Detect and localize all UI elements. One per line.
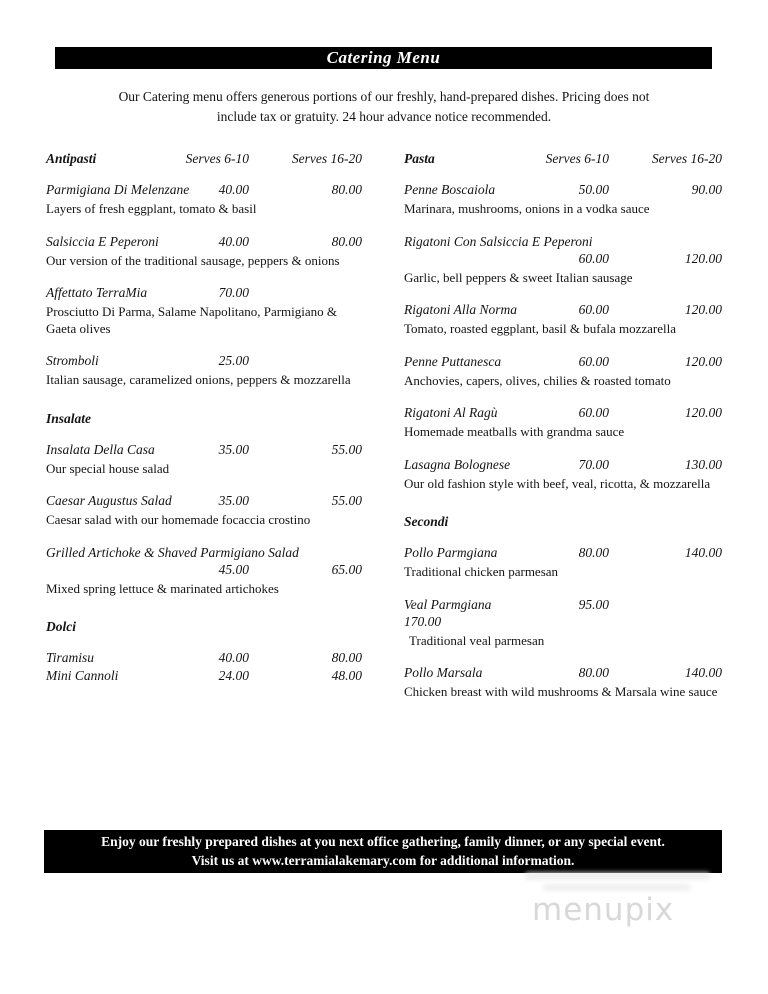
menu-item xyxy=(46,284,362,337)
item-description: Tomato, roasted eggplant, basil & bufala mozzarella xyxy=(404,321,676,336)
item-price-small: 40.00 xyxy=(218,182,249,197)
item-price-large: 170.00 xyxy=(404,613,442,629)
item-name: Rigatoni Al Ragù xyxy=(404,405,498,420)
item-price-small: 60.00 xyxy=(578,353,609,369)
item-name: Penne Boscaiola xyxy=(404,182,496,197)
item-price-small: 50.00 xyxy=(578,182,609,197)
intro-line-2: include tax or gratuity. 24 hour advance notice recommended. xyxy=(216,108,552,124)
section-header xyxy=(46,150,362,167)
item-description: Italian sausage, caramelized onions, peppers & mozzarella xyxy=(46,372,351,387)
item-line xyxy=(404,353,722,370)
item-price-small: 70.00 xyxy=(218,285,249,300)
item-line xyxy=(46,284,362,301)
item-line xyxy=(46,352,362,369)
item-name: Rigatoni Con Salsiccia E Peperoni xyxy=(404,233,593,249)
item-price-large: 80.00 xyxy=(331,233,362,249)
item-price-large: 140.00 xyxy=(684,545,722,560)
menu-item xyxy=(404,456,722,493)
section-header xyxy=(46,410,362,427)
item-price-small: 40.00 xyxy=(218,233,249,249)
item-description: Mixed spring lettuce & marinated artichokes xyxy=(46,580,279,596)
item-price-large: 120.00 xyxy=(684,405,722,420)
serves-small-label: Serves 6-10 xyxy=(545,151,609,166)
item-line xyxy=(46,667,362,684)
item-description: Prosciutto Di Parma, Salame Napolitano, Parmigiano & Gaeta olives xyxy=(46,304,338,336)
item-price-small: 45.00 xyxy=(218,561,249,577)
item-line xyxy=(46,492,362,509)
menu-item xyxy=(404,544,722,581)
item-name: Pollo Marsala xyxy=(404,665,483,680)
item-price-small: 24.00 xyxy=(218,668,249,683)
item-line xyxy=(46,441,362,458)
item-price-small: 60.00 xyxy=(578,302,609,317)
item-line xyxy=(404,544,722,561)
item-name: Mini Cannoli xyxy=(46,668,119,683)
section-header xyxy=(404,150,722,167)
item-price-small: 35.00 xyxy=(218,493,249,508)
item-description: Traditional chicken parmesan xyxy=(404,564,559,579)
blurred-watermark-text xyxy=(525,872,710,880)
menu-item xyxy=(404,181,722,218)
section-title: Insalate xyxy=(46,410,92,426)
section-secondi xyxy=(404,513,722,701)
item-name: Tiramisu xyxy=(46,650,95,665)
item-name: Salsiccia E Peperoni xyxy=(46,233,159,249)
menu-columns xyxy=(46,150,722,716)
item-price-large: 120.00 xyxy=(684,250,722,266)
item-name: Rigatoni Alla Norma xyxy=(404,302,518,317)
menu-item xyxy=(46,649,362,666)
item-description: Our version of the traditional sausage, peppers & onions xyxy=(46,252,340,268)
serves-small-label: Serves 6-10 xyxy=(185,151,249,166)
item-price-small: 70.00 xyxy=(578,456,609,472)
intro-line-1: Our Catering menu offers generous portions of our freshly, hand-prepared dishes. Pricing does not xyxy=(118,89,650,104)
left-column xyxy=(46,150,362,716)
section-insalate xyxy=(46,410,362,598)
menu-item xyxy=(46,181,362,218)
item-description: Garlic, bell peppers & sweet Italian sausage xyxy=(404,269,633,285)
menu-item xyxy=(404,404,722,441)
item-name: Insalata Della Casa xyxy=(46,441,155,457)
item-line xyxy=(404,456,722,473)
menu-item xyxy=(46,352,362,389)
item-price-small: 60.00 xyxy=(578,405,609,420)
item-price-large: 80.00 xyxy=(331,182,362,197)
menu-item xyxy=(46,441,362,478)
item-description: Traditional veal parmesan xyxy=(409,632,545,648)
item-price-large: 130.00 xyxy=(684,456,722,472)
item-name-line xyxy=(404,233,722,250)
item-line xyxy=(404,596,722,613)
menu-item xyxy=(46,667,362,684)
item-price-small: 60.00 xyxy=(578,250,609,266)
blurred-watermark-text xyxy=(543,884,691,891)
item-line xyxy=(404,301,722,318)
menu-item xyxy=(404,664,722,701)
item-name: Grilled Artichoke & Shaved Parmigiano Salad xyxy=(46,544,299,560)
item-name: Penne Puttanesca xyxy=(404,353,502,369)
item-description: Caesar salad with our homemade focaccia crostino xyxy=(46,512,311,527)
item-price-small: 95.00 xyxy=(578,596,609,612)
item-line xyxy=(404,404,722,421)
item-price-large: 48.00 xyxy=(331,668,362,683)
item-description: Layers of fresh eggplant, tomato & basil xyxy=(46,201,257,216)
item-name: Veal Parmgiana xyxy=(404,596,492,612)
item-name: Pollo Parmgiana xyxy=(404,545,498,560)
item-price-large: 140.00 xyxy=(684,665,722,680)
section-title: Pasta xyxy=(404,151,435,166)
menu-title-banner xyxy=(55,47,712,69)
section-header xyxy=(46,618,362,635)
footer-line-1: Enjoy our freshly prepared dishes at you next office gathering, family dinner, or any special event. xyxy=(101,834,665,849)
item-name: Affettato TerraMia xyxy=(46,285,148,300)
item-description: Our old fashion style with beef, veal, ricotta, & mozzarella xyxy=(404,475,711,491)
item-line xyxy=(46,649,362,666)
item-line xyxy=(404,181,722,198)
section-title: Antipasti xyxy=(46,151,97,166)
menu-item xyxy=(46,233,362,270)
menu-item xyxy=(404,301,722,338)
section-antipasti xyxy=(46,150,362,389)
item-name: Lasagna Bolognese xyxy=(404,456,511,472)
item-price-line xyxy=(46,561,362,578)
item-price-large: 120.00 xyxy=(684,353,722,369)
intro-text xyxy=(34,87,734,126)
section-dolci xyxy=(46,618,362,684)
item-name-line xyxy=(46,544,362,561)
item-price-small: 25.00 xyxy=(218,353,249,368)
right-column xyxy=(404,150,722,716)
item-price-large: 80.00 xyxy=(331,650,362,665)
item-price-large: 55.00 xyxy=(331,493,362,508)
footer-line-2: Visit us at www.terramialakemary.com for additional information. xyxy=(191,853,575,868)
menu-item xyxy=(46,492,362,529)
footer-banner xyxy=(44,830,722,873)
item-price-small: 80.00 xyxy=(578,545,609,560)
item-line xyxy=(46,233,362,250)
item-name: Stromboli xyxy=(46,353,99,368)
menu-item xyxy=(404,596,722,650)
serves-large-label: Serves 16-20 xyxy=(291,151,362,166)
item-price-large: 90.00 xyxy=(691,182,722,197)
item-price-large: 65.00 xyxy=(331,561,362,577)
page-title: Catering Menu xyxy=(326,48,441,67)
item-description: Our special house salad xyxy=(46,460,170,476)
item-price-line xyxy=(404,250,722,267)
menupix-watermark: menupix xyxy=(532,892,675,928)
section-header xyxy=(404,513,722,530)
item-line xyxy=(46,181,362,198)
section-title: Secondi xyxy=(404,514,449,529)
item-price-small: 40.00 xyxy=(218,650,249,665)
item-name: Caesar Augustus Salad xyxy=(46,493,172,508)
item-price-small: 80.00 xyxy=(578,665,609,680)
item-description: Marinara, mushrooms, onions in a vodka sauce xyxy=(404,201,650,216)
section-title: Dolci xyxy=(46,619,76,634)
item-name: Parmigiana Di Melenzane xyxy=(46,182,190,197)
menu-item xyxy=(404,233,722,287)
menu-item xyxy=(404,353,722,390)
item-price-small: 35.00 xyxy=(218,441,249,457)
section-pasta xyxy=(404,150,722,492)
item-description: Anchovies, capers, olives, chilies & roasted tomato xyxy=(404,372,671,388)
item-price-line xyxy=(404,613,722,630)
item-description: Chicken breast with wild mushrooms & Marsala wine sauce xyxy=(404,684,718,699)
item-price-large: 120.00 xyxy=(684,302,722,317)
item-price-large: 55.00 xyxy=(331,441,362,457)
menu-item xyxy=(46,544,362,598)
item-description: Homemade meatballs with grandma sauce xyxy=(404,424,625,439)
item-line xyxy=(404,664,722,681)
serves-large-label: Serves 16-20 xyxy=(651,151,722,166)
